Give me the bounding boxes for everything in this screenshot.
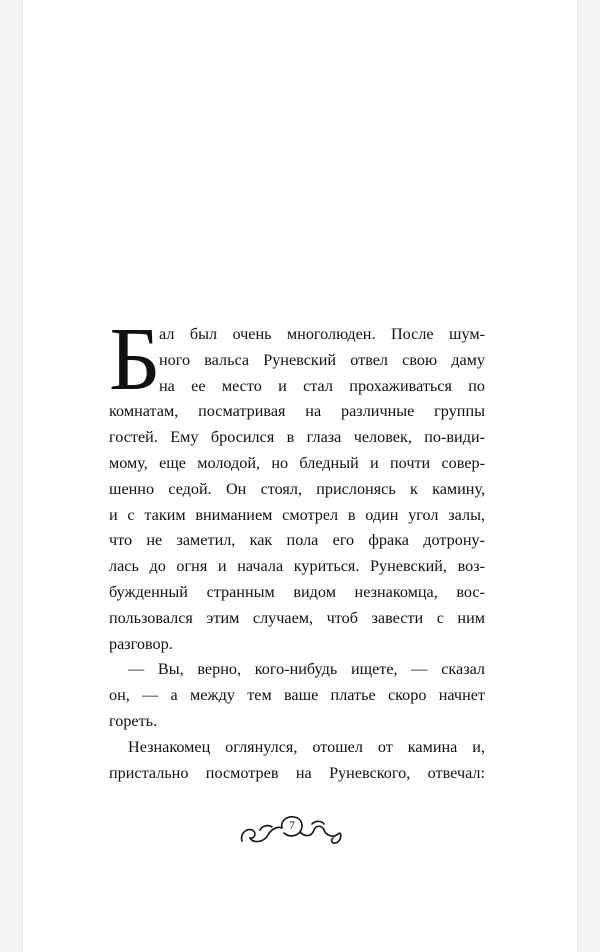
page-number-ornament [238, 808, 348, 850]
drop-cap: Б [109, 310, 161, 409]
book-page [22, 0, 578, 952]
text-line: разговор. [109, 634, 173, 653]
page-number: 7 [289, 818, 295, 832]
text-line: бужденный странным видом незнакомца, вос- [109, 582, 485, 601]
text-line: ного вальса Руневский отвел свою даму [159, 350, 485, 369]
text-line: ал был очень многолюден. После шум- [159, 325, 485, 343]
text-line: он, — а между тем ваше платье скоро начнет [109, 686, 485, 705]
text-line: комнатам, посматривая на различные группы [109, 402, 485, 421]
text-line: пользовался этим случаем, чтоб завести с ним [109, 608, 485, 627]
body-text [109, 310, 485, 786]
text-line: гореть. [109, 711, 158, 730]
text-line: Незнакомец оглянулся, отошел от камина и, [128, 737, 485, 756]
text-line: и с таким вниманием смотрел в один угол залы, [109, 505, 485, 524]
text-line: пристально посмотрев на Руневского, отвечал: [109, 763, 485, 782]
text-line: лась до огня и начала куриться. Руневский, воз- [109, 557, 485, 576]
text-line: мому, еще молодой, но бледный и почти совер- [109, 453, 485, 472]
text-line: на ее место и стал прохаживаться по [159, 376, 485, 395]
text-line: гостей. Ему бросился в глаза человек, по-види- [109, 428, 485, 447]
text-line: шенно седой. Он стоял, прислонясь к камину, [109, 479, 485, 498]
text-line: что не заметил, как пола его фрака дотрону- [109, 531, 485, 550]
text-line: — Вы, верно, кого-нибудь ищете, — сказал [128, 660, 485, 679]
